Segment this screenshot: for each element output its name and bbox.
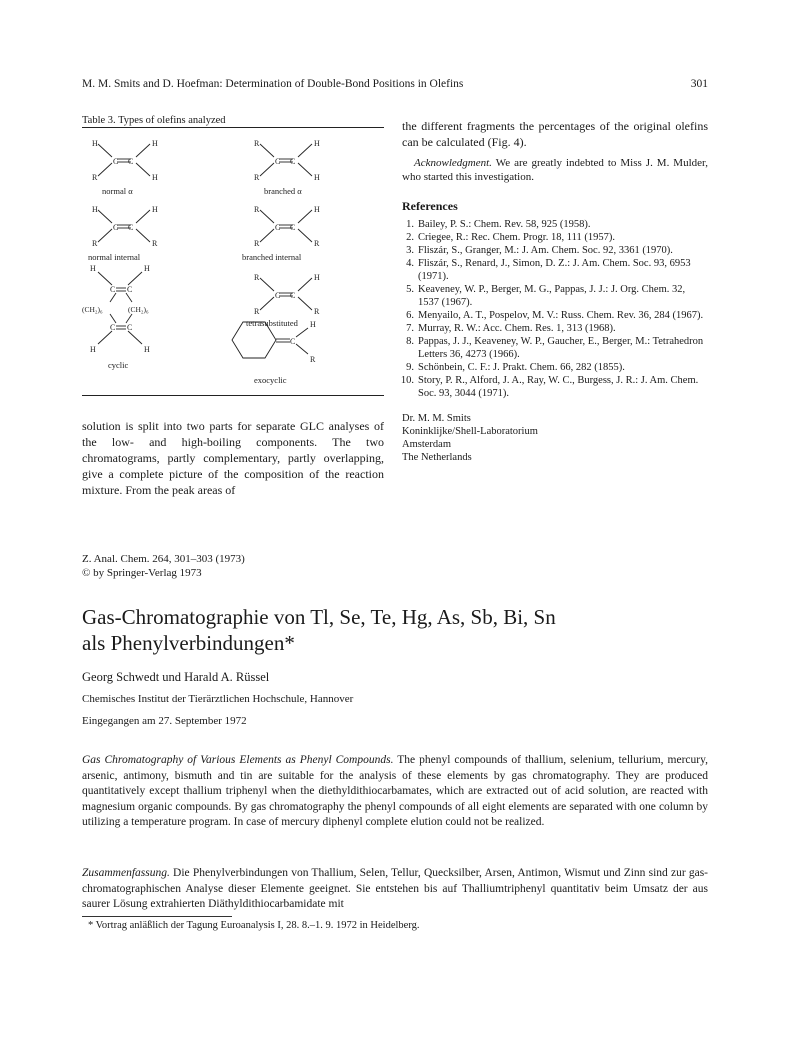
reference-item: 4. Fliszár, S., Renard, J., Simon, D. Z.: J. Am. Chem. Soc. 93, 6953 (1971). <box>406 258 691 282</box>
structure-normal-internal <box>98 210 150 242</box>
ack-label: Acknowledgment. <box>414 157 492 169</box>
ack-text: We are greatly indebted to Miss J. M. Mulder, who started this investigation. <box>402 157 709 183</box>
svg-text:C: C <box>113 223 119 232</box>
svg-text:R: R <box>314 307 320 316</box>
svg-text:C: C <box>275 223 281 232</box>
svg-text:(CH₂)₆: (CH₂)₆ <box>82 305 103 314</box>
svg-text:C: C <box>128 223 134 232</box>
running-head-title: M. M. Smits and D. Hoefman: Determination of Double-Bond Positions in Olefins <box>82 78 464 90</box>
structure-normal-alpha <box>98 144 150 176</box>
svg-text:C: C <box>290 157 296 166</box>
reference-item: 6. Menyailo, A. T., Pospelov, M. V.: Russ. Chem. Rev. 36, 284 (1967). <box>406 310 704 321</box>
svg-text:R: R <box>92 173 98 182</box>
label-normal-internal: normal internal <box>88 252 141 262</box>
svg-text:H: H <box>310 320 316 329</box>
svg-text:H: H <box>314 273 320 282</box>
structure-branched-internal <box>260 210 312 242</box>
reference-item: 9. Schönbein, C. F.: J. Prakt. Chem. 66, 282 (1855). <box>406 362 625 373</box>
acknowledgment <box>402 156 708 184</box>
running-head <box>82 78 708 90</box>
abstract-en-text: The phenyl compounds of thallium, selenium, tellurium, mercury, arsenic, antimony, bismuth and tin are suitable for the analysis of these elements by gas chromatography. They are produced quantitatively except thallium triphenyl when the diethyldithiocarbamates, which are extracted out of acid solution, are reacted with magnesium organic compounds. By gas chromatography the phenyl compounds of all eight elements are separated with one column by utilizing a temperature program. In case of mercury diphenyl complete elution could not be realized. <box>82 754 708 828</box>
references-heading: References <box>402 199 458 213</box>
svg-text:C: C <box>128 157 134 166</box>
reference-item: 7. Murray, R. W.: Acc. Chem. Res. 1, 313 (1968). <box>406 323 616 334</box>
svg-text:H: H <box>90 345 96 354</box>
table-caption: Table 3. Types of olefins analyzed <box>82 115 226 126</box>
journal-info: Z. Anal. Chem. 264, 301–303 (1973) © by Springer-Verlag 1973 <box>82 553 245 579</box>
svg-text:C: C <box>275 157 281 166</box>
svg-text:R: R <box>254 173 260 182</box>
references-list <box>402 218 708 400</box>
svg-text:H: H <box>314 139 320 148</box>
received-date: Eingegangen am 27. September 1972 <box>82 715 247 727</box>
label-cyclic: cyclic <box>108 360 129 370</box>
svg-text:R: R <box>254 139 260 148</box>
svg-text:R: R <box>92 239 98 248</box>
reference-item: 1. Bailey, P. S.: Chem. Rev. 58, 925 (1958). <box>406 219 591 230</box>
article-institution: Chemisches Institut der Tierärztlichen Hochschule, Hannover <box>82 693 354 705</box>
svg-text:H: H <box>144 264 150 273</box>
svg-text:H: H <box>90 264 96 273</box>
svg-text:R: R <box>314 239 320 248</box>
svg-text:C: C <box>275 291 281 300</box>
table-bottom-rule <box>82 395 384 396</box>
svg-text:H: H <box>152 205 158 214</box>
svg-text:C: C <box>110 285 116 294</box>
svg-text:R: R <box>152 239 158 248</box>
left-column-text: solution is split into two parts for separate GLC analyses of the low- and high-boiling components. The two chromatograms, partly complementary, partly overlapping, give a complete picture of the composition of the reaction mixture. From the peak areas of <box>82 419 384 497</box>
svg-text:H: H <box>92 205 98 214</box>
abstract-de-title: Zusammenfassung. <box>82 867 170 879</box>
page-number: 301 <box>690 78 708 90</box>
structure-tetrasubstituted <box>260 278 312 310</box>
reference-item: 2. Criegee, R.: Rec. Chem. Progr. 18, 111 (1957). <box>406 232 615 243</box>
label-branched-internal: branched internal <box>242 252 302 262</box>
label-tetrasubstituted: tetrasubstituted <box>246 318 298 328</box>
svg-text:C: C <box>290 291 296 300</box>
reference-item: 5. Keaveney, W. P., Berger, M. G., Pappas, J. J.: J. Org. Chem. 32, 1537 (1967). <box>406 284 686 308</box>
abstract-en-title: Gas Chromatography of Various Elements as Phenyl Compounds. <box>82 754 394 766</box>
svg-text:C: C <box>290 337 296 346</box>
abstract-german <box>82 866 708 913</box>
svg-text:R: R <box>310 355 316 364</box>
svg-text:C: C <box>127 285 133 294</box>
footnote-rule <box>82 916 232 917</box>
article-title: Gas-Chromatographie von Tl, Se, Te, Hg, As, Sb, Bi, Sn als Phenylverbindungen* <box>82 605 556 655</box>
abstract-de-text: Die Phenylverbindungen von Thallium, Selen, Tellur, Quecksilber, Arsen, Antimon, Wismut und Zinn sind zur gas-chromatographischen Analyse dieser Elemente geeignet. Sie entstehen bis auf Thalliumtriphenyl quantitativ beim Umsatz der aus saurer Lösung extrahierten Diäthyldithiocarbamidate mit <box>82 867 708 910</box>
table-top-rule <box>82 127 384 128</box>
continuation-text: the different fragments the percentages of the original olefins can be calculated (Fig. 4). <box>402 119 708 149</box>
svg-text:R: R <box>254 307 260 316</box>
svg-text:C: C <box>290 223 296 232</box>
label-normal-alpha: normal α <box>102 186 133 196</box>
right-column <box>402 118 708 464</box>
label-exocyclic: exocyclic <box>254 375 287 385</box>
label-branched-alpha: branched α <box>264 186 302 196</box>
svg-text:C: C <box>127 323 133 332</box>
svg-text:H: H <box>314 173 320 182</box>
author-address: Dr. M. M. Smits Koninklijke/Shell-Laboratorium Amsterdam The Netherlands <box>402 413 538 463</box>
svg-text:R: R <box>254 205 260 214</box>
abstract-english <box>82 753 708 831</box>
svg-text:H: H <box>144 345 150 354</box>
svg-text:H: H <box>152 173 158 182</box>
reference-item: 3. Fliszár, S., Granger, M.: J. Am. Chem. Soc. 92, 3361 (1970). <box>406 245 673 256</box>
reference-item: 10. Story, P. R., Alford, J. A., Ray, W. C., Burgess, J. R.: J. Am. Chem. Soc. 93, 3044 (1971). <box>400 375 699 399</box>
svg-text:C: C <box>113 157 119 166</box>
svg-text:R: R <box>254 239 260 248</box>
olefin-structures-figure <box>82 130 384 392</box>
svg-text:R: R <box>254 273 260 282</box>
structure-branched-alpha <box>260 144 312 176</box>
svg-text:H: H <box>314 205 320 214</box>
article-authors: Georg Schwedt und Harald A. Rüssel <box>82 670 270 684</box>
svg-text:C: C <box>110 323 116 332</box>
svg-text:H: H <box>152 139 158 148</box>
svg-text:H: H <box>92 139 98 148</box>
reference-item: 8. Pappas, J. J., Keaveney, W. P., Gaucher, E., Berger, M.: Tetrahedron Letters 36, 4273 (1966). <box>406 336 704 360</box>
svg-text:(CH₂)₆: (CH₂)₆ <box>128 305 149 314</box>
footnote: * Vortrag anläßlich der Tagung Euroanalysis I, 28. 8.–1. 9. 1972 in Heidelberg. <box>88 920 420 931</box>
